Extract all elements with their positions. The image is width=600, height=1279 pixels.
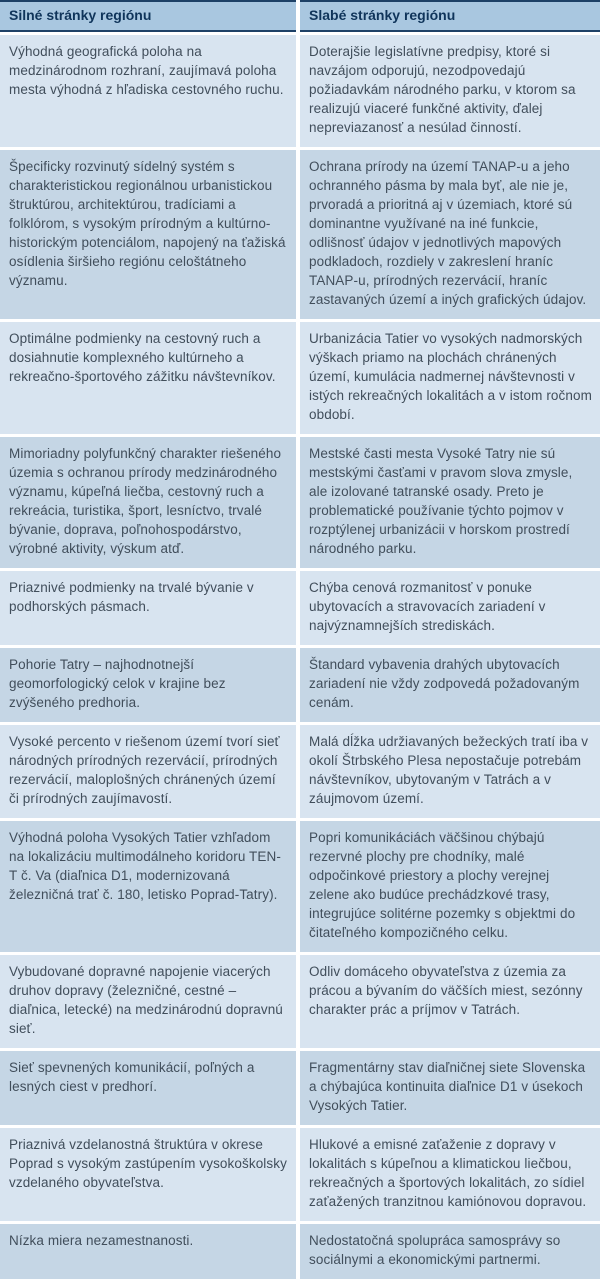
strength-cell: Výhodná geografická poloha na medzinárodnom rozhraní, zaujímavá poloha mesta výhodná z hľadiska cestovného ruchu. xyxy=(0,35,296,147)
weakness-cell: Doterajšie legislatívne predpisy, ktoré si navzájom odporujú, nezodpovedajú požiadavkám národného parku, v ktorom sa realizujú viaceré funkčné aktivity, ďalej nepreviazanosť a nesúlad činností. xyxy=(300,35,600,147)
weakness-cell: Štandard vybavenia drahých ubytovacích zariadení nie vždy zodpovedá požadovaným cenám. xyxy=(300,648,600,722)
strength-cell: Priaznivé podmienky na trvalé bývanie v podhorských pásmach. xyxy=(0,571,296,645)
table-row xyxy=(0,725,600,818)
weakness-cell: Odliv domáceho obyvateľstva z územia za prácou a bývaním do väčších miest, sezónny charakter prác a príjmov v Tatrách. xyxy=(300,955,600,1048)
table-row xyxy=(0,821,600,952)
strength-cell: Špecificky rozvinutý sídelný systém s charakteristickou regionálnou urbanistickou štruktúrou, architektúrou, tradíciami a folklórom, s vysokým prírodným a kultúrno-historickým potenciálom, napojený na ťažiská osídlenia širšieho regiónu celoštátneho významu. xyxy=(0,150,296,319)
weakness-cell: Urbanizácia Tatier vo vysokých nadmorských výškach priamo na plochách chránených území, kumulácia nadmernej návštevnosti v istých rekreačných lokalitách a v istom ročnom období. xyxy=(300,322,600,434)
weakness-cell: Mestské časti mesta Vysoké Tatry nie sú mestskými časťami v pravom slova zmysle, ale izolované tatranské osady. Preto je problematické používanie týchto pojmov v rozptýlenej urbanizácii v horskom prostredí národného parku. xyxy=(300,437,600,568)
strength-cell: Mimoriadny polyfunkčný charakter riešeného územia s ochranou prírody medzinárodného významu, kúpeľná liečba, cestovný ruch a rekreácia, turistika, šport, lesníctvo, trvalé bývanie, doprava, poľnohospodárstvo, výrobné aktivity, výskum atď. xyxy=(0,437,296,568)
header-strengths: Silné stránky regiónu xyxy=(0,0,296,32)
weakness-cell: Ochrana prírody na území TANAP-u a jeho ochranného pásma by mala byť, ale nie je, prvoradá a prioritná aj v územiach, ktoré sú dominantne využívané na iné funkcie, odlišnosť údajov v jednotlivých mapových podkladoch, rozdiely v zakreslení hraníc TANAP-u, prírodných rezervácií, hraníc zastavaných území a iných grafických údajov. xyxy=(300,150,600,319)
weakness-cell: Malá dĺžka udržiavaných bežeckých tratí iba v okolí Štrbského Plesa nepostačuje potrebám návštevníkov, ubytovaným v Tatrách a v záujmovom území. xyxy=(300,725,600,818)
table-row xyxy=(0,150,600,319)
strength-cell: Priaznivá vzdelanostná štruktúra v okrese Poprad s vysokým zastúpením vysokoškolsky vzdelaného obyvateľstva. xyxy=(0,1128,296,1221)
header-weaknesses: Slabé stránky regiónu xyxy=(300,0,600,32)
weakness-cell: Popri komunikáciách väčšinou chýbajú rezervné plochy pre chodníky, malé odpočinkové priestory a plochy verejnej zelene ako budúce prechádzkové trasy, integrujúce solitérne pozemky s objektmi do čitateľného kompozičného celku. xyxy=(300,821,600,952)
weakness-cell: Fragmentárny stav diaľničnej siete Slovenska a chýbajúca kontinuita diaľnice D1 v úsekoch Vysokých Tatier. xyxy=(300,1051,600,1125)
table-row xyxy=(0,1128,600,1221)
table-row xyxy=(0,648,600,722)
strength-cell: Optimálne podmienky na cestovný ruch a dosiahnutie komplexného kultúrneho a rekreačno-športového zážitku návštevníkov. xyxy=(0,322,296,434)
strength-cell: Nízka miera nezamestnanosti. xyxy=(0,1224,296,1279)
table-row xyxy=(0,571,600,645)
table-row xyxy=(0,437,600,568)
strength-cell: Výhodná poloha Vysokých Tatier vzhľadom na lokalizáciu multimodálneho koridoru TEN-T č. Va (diaľnica D1, modernizovaná železničná trať č. 180, letisko Poprad-Tatry). xyxy=(0,821,296,952)
table-row xyxy=(0,322,600,434)
table-header-row xyxy=(0,0,600,32)
weakness-cell: Nedostatočná spolupráca samosprávy so sociálnymi a ekonomickými partnermi. xyxy=(300,1224,600,1279)
table-row xyxy=(0,1224,600,1279)
strength-cell: Vybudované dopravné napojenie viacerých druhov dopravy (železničné, cestné – diaľnica, letecké) na medzinárodnú dopravnú sieť. xyxy=(0,955,296,1048)
weakness-cell: Chýba cenová rozmanitosť v ponuke ubytovacích a stravovacích zariadení v najvýznamnejších strediskách. xyxy=(300,571,600,645)
weakness-cell: Hlukové a emisné zaťaženie z dopravy v lokalitách s kúpeľnou a klimatickou liečbou, rekreačných a športových lokalitách, zo sídiel zaťažených tranzitnou kamiónovou dopravou. xyxy=(300,1128,600,1221)
table-row xyxy=(0,955,600,1048)
strength-cell: Pohorie Tatry – najhodnotnejší geomorfologický celok v krajine bez zvýšeného predhoria. xyxy=(0,648,296,722)
table-row xyxy=(0,35,600,147)
strength-cell: Sieť spevnených komunikácií, poľných a lesných ciest v predhorí. xyxy=(0,1051,296,1125)
strength-cell: Vysoké percento v riešenom území tvorí sieť národných prírodných rezervácií, prírodných rezervácií, maloplošných chránených území či prírodných zaujímavostí. xyxy=(0,725,296,818)
table-row xyxy=(0,1051,600,1125)
